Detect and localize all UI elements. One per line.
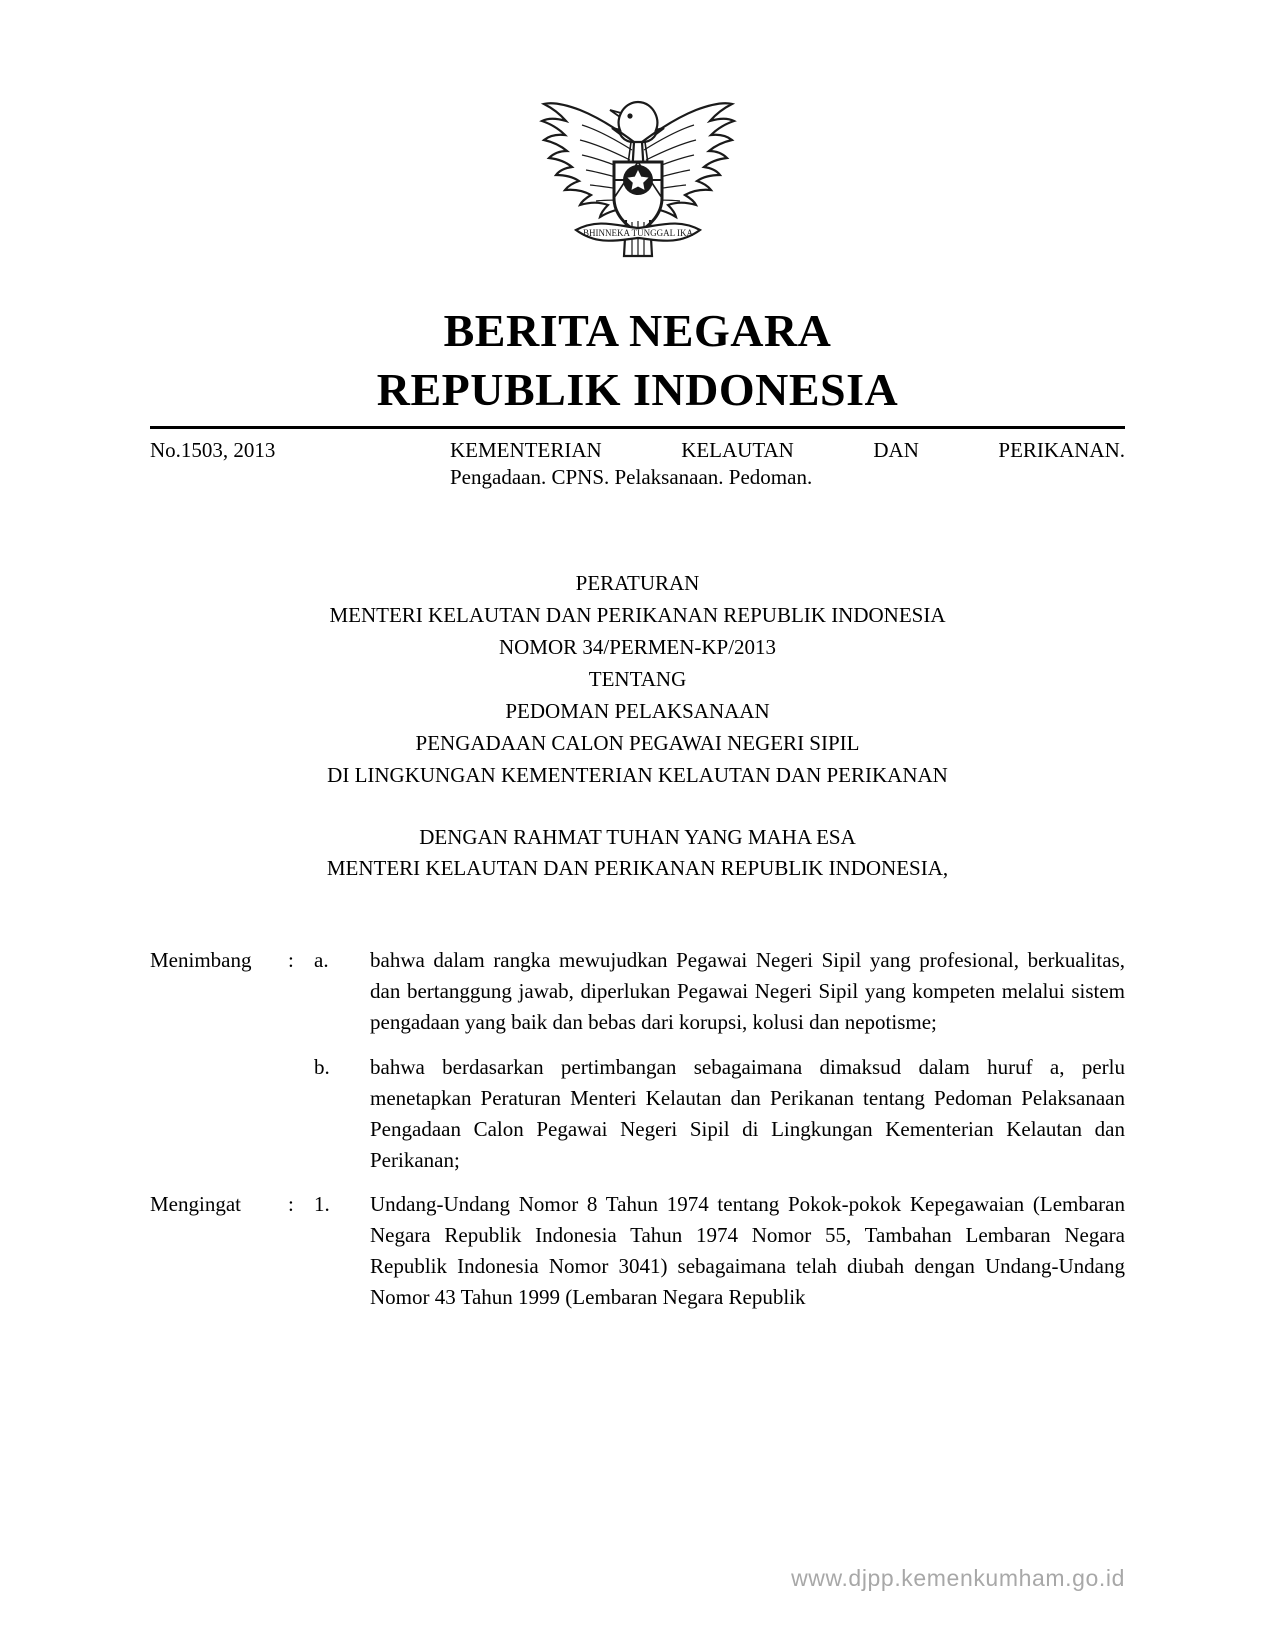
title-gap bbox=[150, 792, 1125, 822]
regulation-title-block bbox=[150, 568, 1125, 885]
clause-marker: a. bbox=[314, 948, 329, 973]
title-line-subject-3: DI LINGKUNGAN KEMENTERIAN KELAUTAN DAN PERIKANAN bbox=[327, 762, 948, 787]
clause-label: Menimbang bbox=[150, 948, 252, 973]
title-line-number: NOMOR 34/PERMEN-KP/2013 bbox=[498, 635, 777, 659]
clause-row bbox=[150, 1052, 1125, 1175]
subject-line-1: KEMENTERIAN KELAUTAN DAN PERIKANAN. bbox=[450, 437, 1125, 462]
title-line-subject-2: PENGADAAN CALON PEGAWAI NEGERI SIPIL bbox=[415, 730, 860, 755]
garuda-pancasila-emblem bbox=[538, 80, 738, 275]
title-line-tentang: TENTANG bbox=[588, 666, 687, 691]
title-line-peraturan: PERATURAN bbox=[575, 571, 700, 596]
clause-text: bahwa berdasarkan pertimbangan sebagaimana dimaksud dalam huruf a, perlu menetapkan Peraturan Menteri Kelautan dan Perikanan tentang Pedoman Pelaksanaan Pengadaan Calon Pegawai Negeri Sipil di Lingkungan Kementerian Kelautan dan Perikanan; bbox=[370, 1054, 1125, 1172]
gazette-number: No.1503, 2013 bbox=[150, 437, 276, 462]
masthead-line-2: REPUBLIK INDONESIA bbox=[376, 363, 899, 415]
masthead-divider bbox=[150, 426, 1125, 429]
title-line-ministry: MENTERI KELAUTAN DAN PERIKANAN REPUBLIK INDONESIA bbox=[329, 603, 946, 628]
clause-marker: 1. bbox=[314, 1192, 330, 1217]
subject-keywords bbox=[450, 437, 1125, 492]
clause-row bbox=[150, 945, 1125, 1038]
masthead bbox=[150, 302, 1125, 420]
title-line-blessing: DENGAN RAHMAT TUHAN YANG MAHA ESA bbox=[419, 824, 856, 849]
clause-label: Mengingat bbox=[150, 1192, 241, 1217]
clause-text: bahwa dalam rangka mewujudkan Pegawai Negeri Sipil yang profesional, berkualitas, dan bertanggung jawab, diperlukan Pegawai Negeri Sipil yang kompeten melalui sistem pengadaan yang baik dan bebas dari korupsi, kolusi dan nepotisme; bbox=[370, 948, 1125, 1035]
title-line-signatory: MENTERI KELAUTAN DAN PERIKANAN REPUBLIK INDONESIA, bbox=[326, 856, 949, 881]
emblem-motto: BHINNEKA TUNGGAL IKA bbox=[582, 228, 693, 238]
header-meta bbox=[150, 437, 1125, 492]
considerations-body bbox=[150, 945, 1125, 1312]
footer-watermark-url: www.djpp.kemenkumham.go.id bbox=[791, 1565, 1125, 1591]
subject-line-2: Pengadaan. CPNS. Pelaksanaan. Pedoman. bbox=[450, 465, 813, 490]
clause-text: Undang-Undang Nomor 8 Tahun 1974 tentang Pokok-pokok Kepegawaian (Lembaran Negara Republik Indonesia Tahun 1974 Nomor 55, Tambahan Lembaran Negara Republik Indonesia Nomor 3041) sebagaimana telah diubah dengan Undang-Undang Nomor 43 Tahun 1999 (Lembaran Negara Republik bbox=[370, 1192, 1125, 1309]
clause-marker: b. bbox=[314, 1054, 330, 1079]
clause-colon: : bbox=[288, 1192, 294, 1217]
emblem-container bbox=[150, 80, 1125, 280]
clause-colon: : bbox=[288, 948, 294, 973]
title-line-subject-1: PEDOMAN PELAKSANAAN bbox=[505, 698, 770, 723]
clause-row bbox=[150, 1189, 1125, 1312]
masthead-line-1: BERITA NEGARA bbox=[443, 305, 832, 356]
